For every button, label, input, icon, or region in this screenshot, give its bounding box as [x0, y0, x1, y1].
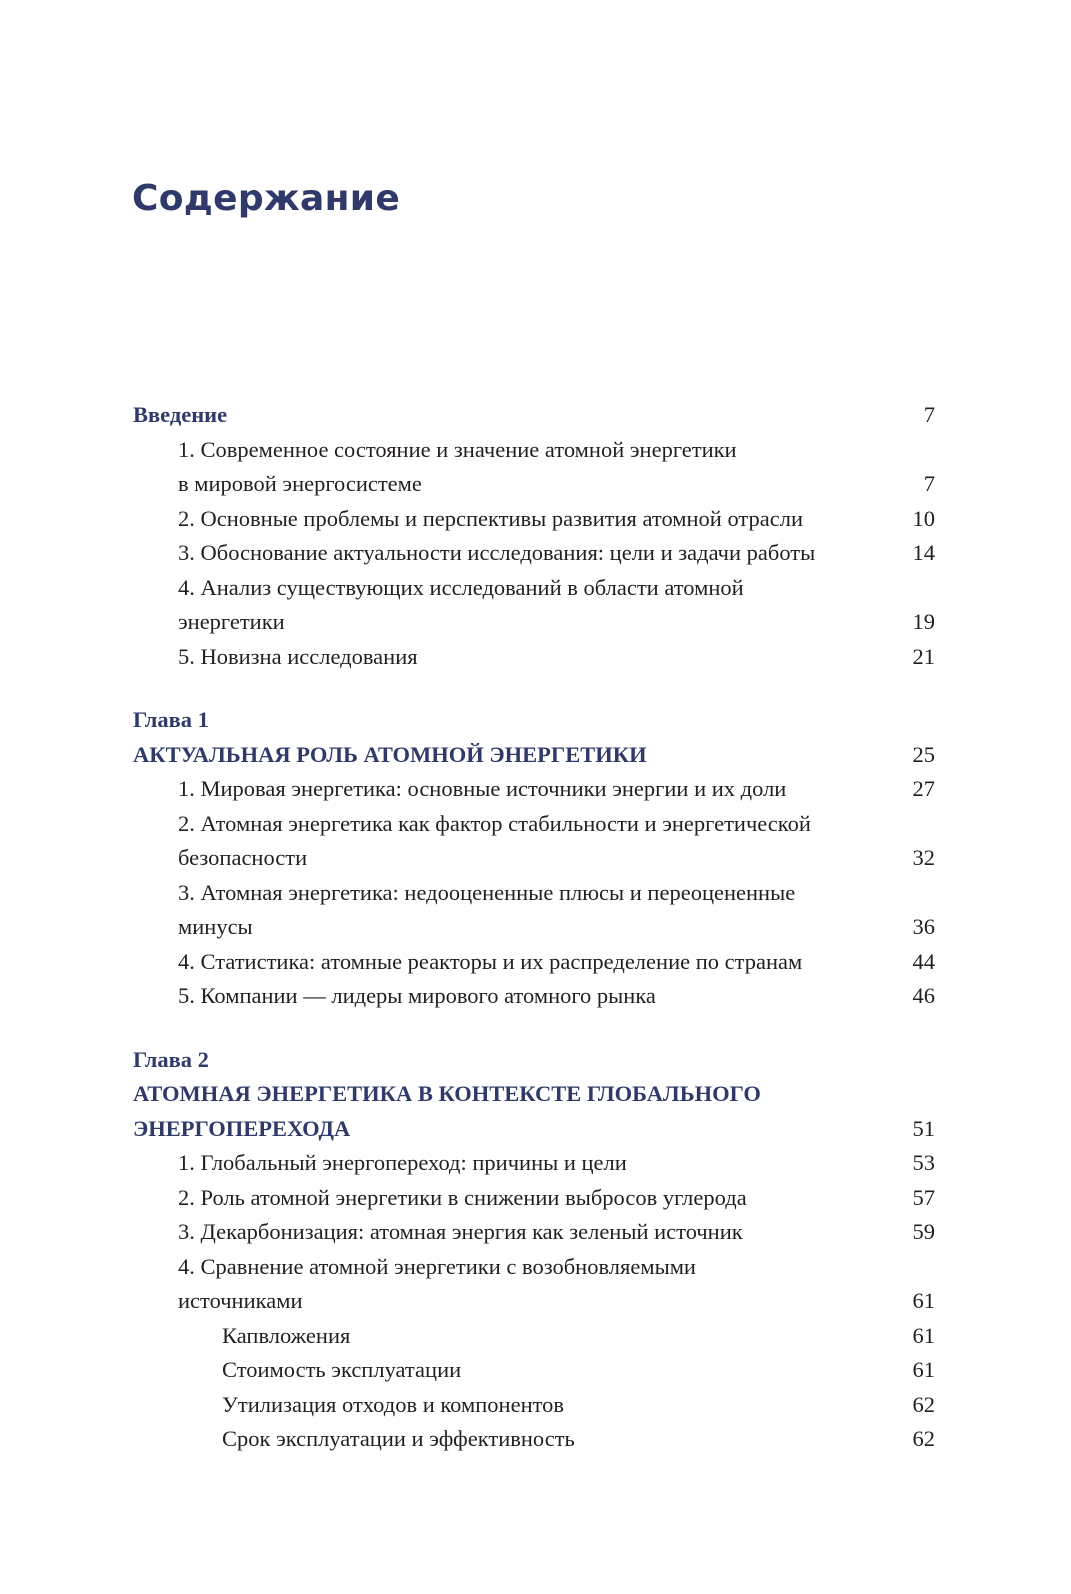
entry-title-line: 2. Роль атомной энергетики в снижении выбросов углерода [178, 1184, 747, 1210]
entry-title-line: 3. Обоснование актуальности исследования: цели и задачи работы [178, 540, 816, 565]
chapter-label: Глава 2 [133, 1046, 209, 1072]
toc-section [133, 703, 935, 1014]
entry-title [133, 979, 656, 1014]
page-number: 44 [912, 948, 935, 974]
page-number: 25 [912, 741, 935, 767]
toc-entry[interactable] [133, 502, 935, 537]
entry-title [133, 398, 227, 433]
entry-title [133, 1319, 350, 1354]
entry-title-line: безопасности [178, 845, 308, 870]
toc-entry[interactable] [133, 772, 935, 807]
page-number: 7 [923, 402, 935, 427]
entry-title [133, 1422, 575, 1457]
entry-title [133, 536, 815, 571]
page-number: 14 [912, 540, 935, 565]
toc-entry[interactable] [133, 571, 935, 640]
toc-entry[interactable] [133, 1215, 935, 1250]
toc-entry[interactable] [133, 807, 935, 876]
page-number: 53 [912, 1150, 935, 1175]
entry-title [133, 1353, 461, 1388]
toc-entry[interactable] [133, 1146, 935, 1181]
entry-title [133, 433, 737, 502]
entry-title [133, 876, 795, 945]
entry-title-line: 4. Сравнение атомной энергетики с возобновляемыми [178, 1253, 696, 1279]
entry-title-line: 1. Глобальный энергопереход: причины и цели [178, 1150, 627, 1175]
entry-title [133, 1077, 761, 1146]
toc-entry[interactable] [133, 945, 935, 980]
toc-entry[interactable] [133, 536, 935, 571]
entry-title-line: Срок эксплуатации и эффективность [222, 1426, 575, 1451]
page-number: 62 [912, 1426, 935, 1451]
page-number: 61 [912, 1322, 935, 1348]
page-number: 62 [912, 1391, 935, 1417]
toc-heading-entry[interactable] [133, 738, 935, 773]
page-number: 10 [912, 505, 935, 531]
entry-title [133, 502, 803, 537]
toc-entry[interactable] [133, 1388, 935, 1423]
entry-title-line: минусы [178, 914, 253, 939]
entry-title [133, 571, 744, 640]
entry-title-line: 5. Компании — лидеры мирового атомного рынка [178, 983, 656, 1008]
toc-section [133, 1043, 935, 1457]
entry-title-line: Стоимость эксплуатации [222, 1357, 462, 1382]
toc-heading-entry[interactable] [133, 1077, 935, 1146]
entry-title [133, 640, 418, 675]
page-number: 46 [912, 983, 935, 1008]
entry-title-line: в мировой энергосистеме [178, 471, 422, 496]
entry-title [133, 1388, 564, 1423]
toc-section [133, 398, 935, 674]
entry-title-line: 2. Основные проблемы и перспективы развития атомной отрасли [178, 505, 804, 531]
toc-entry[interactable] [133, 1250, 935, 1319]
entry-title-line: Введение [133, 402, 228, 427]
page-number: 57 [912, 1184, 935, 1210]
entry-title-line: 1. Мировая энергетика: основные источники энергии и их доли [178, 776, 787, 801]
entry-title-line: 3. Атомная энергетика: недооцененные плюсы и переоцененные [178, 879, 796, 905]
page-number: 19 [912, 609, 935, 634]
entry-title [133, 945, 802, 980]
entry-title-line: АТОМНАЯ ЭНЕРГЕТИКА В КОНТЕКСТЕ ГЛОБАЛЬНОГО [133, 1081, 761, 1106]
entry-title-line: источниками [178, 1288, 303, 1313]
toc-entry[interactable] [133, 1422, 935, 1457]
page-number: 36 [912, 914, 935, 939]
entry-title [133, 807, 811, 876]
page-number: 61 [912, 1288, 935, 1313]
page-number: 32 [912, 845, 935, 870]
toc-entry[interactable] [133, 876, 935, 945]
toc-entry[interactable] [133, 979, 935, 1014]
entry-title-line: ЭНЕРГОПЕРЕХОДА [133, 1115, 351, 1141]
entry-title [133, 1181, 747, 1216]
entry-title [133, 772, 786, 807]
entry-title-line: 5. Новизна исследования [178, 643, 418, 669]
table-of-contents [133, 398, 935, 1486]
toc-entry[interactable] [133, 433, 935, 502]
page-number: 7 [923, 471, 935, 496]
entry-title-line: Капвложения [222, 1322, 351, 1348]
entry-title [133, 1146, 627, 1181]
entry-title-line: 2. Атомная энергетика как фактор стабильности и энергетической [178, 810, 811, 836]
page-number: 51 [912, 1115, 935, 1141]
entry-title-line: 1. Современное состояние и значение атомной энергетики [178, 436, 737, 462]
entry-title-line: энергетики [178, 609, 285, 634]
page-number: 21 [912, 643, 935, 669]
toc-entry[interactable] [133, 1353, 935, 1388]
toc-entry[interactable] [133, 1181, 935, 1216]
chapter-label: Глава 1 [133, 707, 209, 732]
entry-title-line: Утилизация отходов и компонентов [222, 1391, 565, 1417]
entry-title-line: АКТУАЛЬНАЯ РОЛЬ АТОМНОЙ ЭНЕРГЕТИКИ [133, 741, 647, 767]
toc-entry[interactable] [133, 1319, 935, 1354]
entry-title [133, 1250, 696, 1319]
entry-title-line: 3. Декарбонизация: атомная энергия как зеленый источник [178, 1219, 743, 1244]
entry-title [133, 738, 647, 773]
toc-entry[interactable] [133, 640, 935, 675]
page-number: 61 [912, 1357, 935, 1382]
entry-title-line: 4. Статистика: атомные реакторы и их распределение по странам [178, 948, 803, 974]
toc-heading-entry[interactable] [133, 398, 935, 433]
page-number: 59 [912, 1219, 935, 1244]
page-number: 27 [912, 776, 935, 801]
page-title: Содержание [132, 178, 401, 219]
entry-title [133, 1215, 743, 1250]
entry-title-line: 4. Анализ существующих исследований в области атомной [178, 574, 744, 600]
